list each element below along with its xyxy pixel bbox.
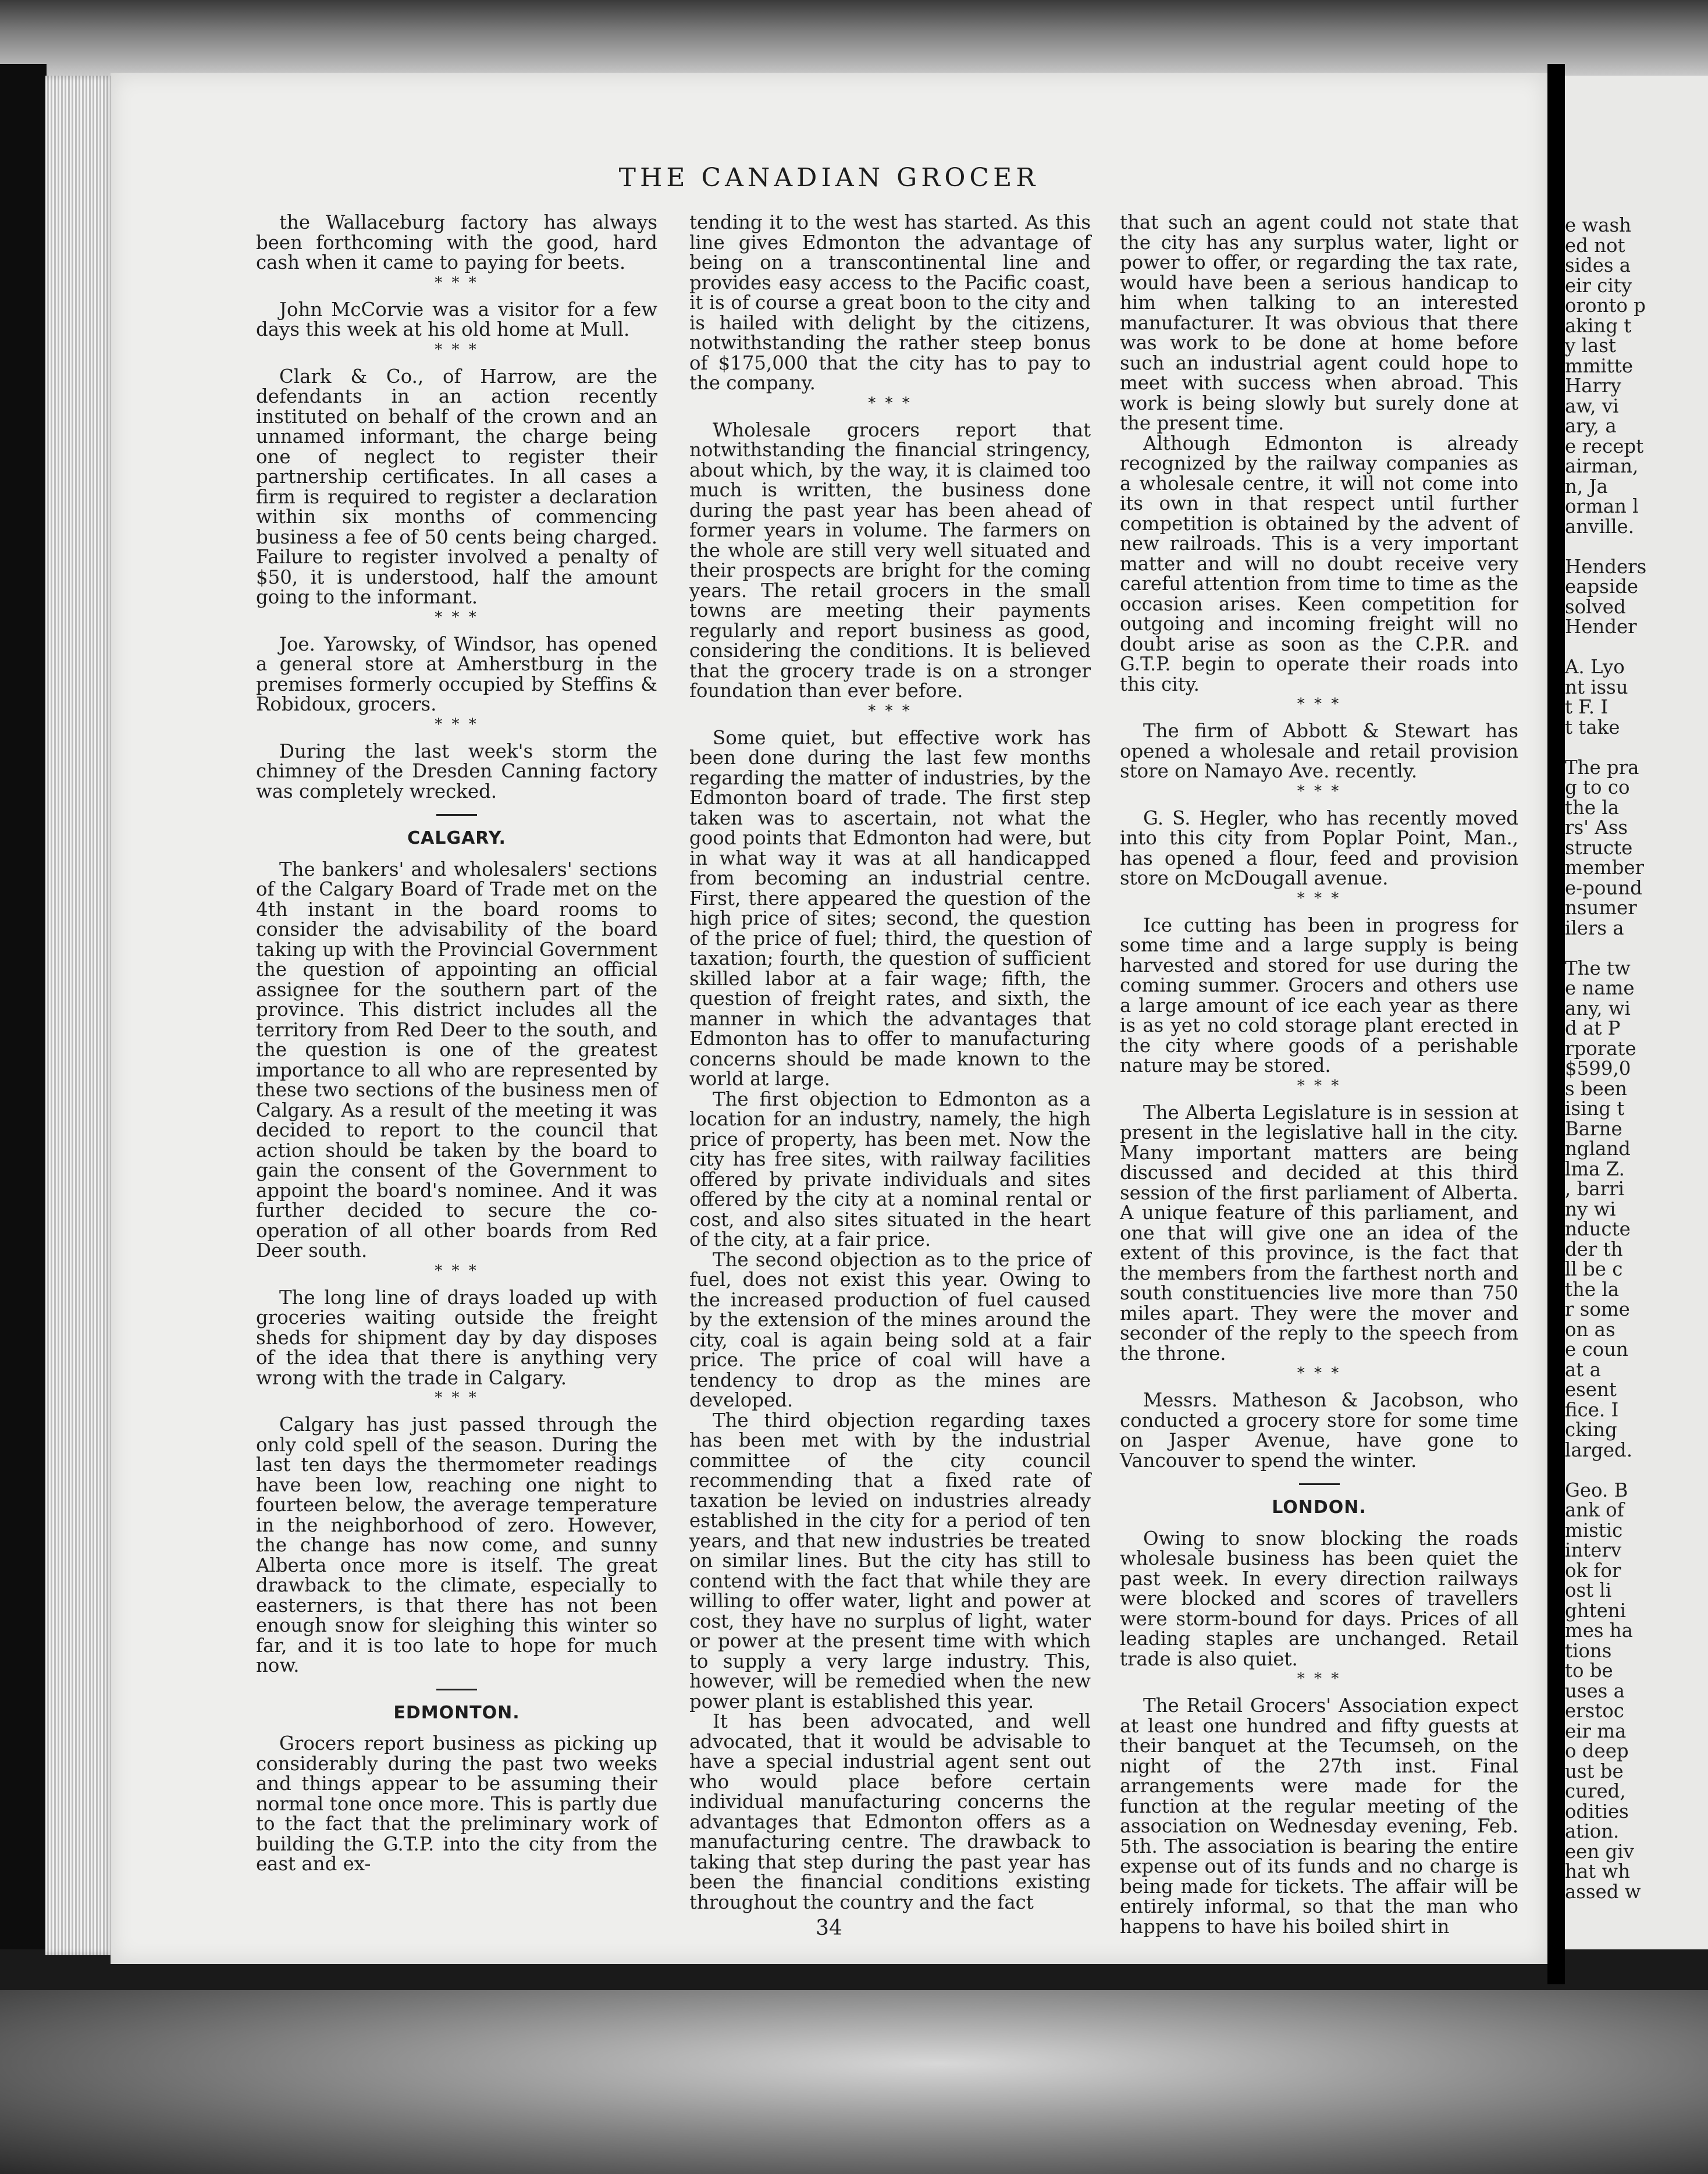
facing-page-line: r some [1565, 1298, 1630, 1320]
facing-page-line: ary, a [1565, 415, 1617, 437]
facing-page-line: t take [1565, 716, 1620, 738]
facing-page-line [1565, 1460, 1708, 1480]
news-paragraph: The bankers' and wholesalers' sections of the Calgary Board of Trade met on the 4th instant in the board rooms to consider the advisability of the board taking up with the Provincial Government the question of appointing an official assignee for the southern part of the province. This district includes all the territory from Red Deer to the south, and the question is one of the greatest importance to all who are represented by these two sections of the business men of Calgary. As a result of the meeting it was decided to report to the council that action should be taken by the board to gain the consent of the Government to appoint the board's nominee. And it was further decided to secure the co-operation of all other boards from Red Deer south. [256, 858, 657, 1262]
facing-page-line: rporate [1565, 1037, 1636, 1060]
facing-page-line: e name [1565, 977, 1635, 999]
facing-page-line: oronto p [1565, 294, 1646, 317]
newspaper-page [111, 73, 1547, 1964]
facing-page-line: odities [1565, 1800, 1629, 1823]
facing-page-line: s been [1565, 1077, 1627, 1100]
binding-edge [0, 64, 47, 1949]
facing-page-line: ation. [1565, 1820, 1620, 1842]
item-separator: * * * [868, 394, 912, 412]
facing-page-line: sides a [1565, 254, 1631, 276]
item-separator: * * * [1297, 695, 1342, 713]
facing-page-line: mistic [1565, 1519, 1623, 1541]
facing-page-line: any, wi [1565, 997, 1631, 1019]
facing-page-line [1565, 637, 1708, 658]
facing-page-line: , barri [1565, 1178, 1624, 1200]
news-paragraph: During the last week's storm the chimney of the Dresden Canning factory was completely wrecked. [256, 740, 657, 802]
facing-page-line: assed w [1565, 1880, 1641, 1903]
news-paragraph: The long line of drays loaded up with groceries waiting outside the freight sheds for shipment day by day disposes of the idea that there is anything very wrong with the trade in Calgary. [256, 1286, 657, 1389]
facing-page-line: member [1565, 857, 1644, 879]
facing-page-line: structe [1565, 836, 1633, 859]
scan-top-shadow [0, 0, 1708, 76]
item-separator: * * * [1297, 1365, 1342, 1382]
facing-page-line: ank of [1565, 1499, 1624, 1521]
news-paragraph: the Wallaceburg factory has always been forthcoming with the good, hard cash when it came to paying for beets. [256, 211, 657, 273]
section-heading: EDMONTON. [393, 1702, 520, 1723]
item-separator: * * * [1297, 782, 1342, 800]
facing-page-line: nducte [1565, 1218, 1631, 1240]
facing-page-line: eir ma [1565, 1720, 1627, 1742]
facing-page-line: aw, vi [1565, 395, 1619, 417]
facing-page-line: g to co [1565, 776, 1630, 798]
section-heading: LONDON. [1272, 1497, 1367, 1518]
facing-page-line: ghteni [1565, 1599, 1627, 1622]
facing-page-line: Henders [1565, 555, 1647, 578]
facing-page-line: orman l [1565, 495, 1639, 517]
article-column-2 [689, 212, 1091, 1912]
facing-page-line: Barne [1565, 1117, 1622, 1140]
facing-page-line: airman, [1565, 455, 1639, 477]
facing-page-line: solved [1565, 595, 1626, 618]
facing-page-line: fice. I [1565, 1398, 1619, 1421]
facing-page-line: eir city [1565, 274, 1632, 297]
facing-page-line [1565, 737, 1708, 758]
news-paragraph: The second objection as to the price of fuel, does not exist this year. Owing to the increased production of fuel caused by the extension of the mines around the city, coal is again being sold at a fair price. The price of coal will have a tendency to drop as the mines are developed. [689, 1248, 1091, 1411]
facing-page-line: cured, [1565, 1780, 1626, 1802]
facing-page-line [1565, 537, 1708, 557]
facing-page-line: ising t [1565, 1097, 1625, 1120]
facing-page-line: e coun [1565, 1338, 1628, 1360]
facing-page-line: ilers a [1565, 917, 1624, 939]
section-divider [436, 814, 477, 816]
facing-page-line: The pra [1565, 756, 1639, 779]
facing-page-line: The tw [1565, 957, 1631, 979]
news-paragraph: Some quiet, but effective work has been done during the last few months regarding the matter of industries, by the Edmonton board of trade. The first step taken was to ascertain, not what the good points that Edmonton had were, but in what way it was at all handicapped from becoming an industrial centre. First, there appeared the question of the high price of sites; second, the question of the price of fuel; third, the question of taxation; fourth, the question of sufficient skilled labor at a fair wage; fifth, the question of freight rates, and sixth, the manner in which the advantages that Edmonton has to offer to manufacturing concerns should be made known to the world at large. [689, 726, 1091, 1090]
facing-page-line: e-pound [1565, 876, 1642, 899]
facing-page-line: the la [1565, 1278, 1620, 1301]
news-paragraph: The first objection to Edmonton as a location for an industry, namely, the high price of property, has been met. Now the city has free sites, with railway facilities offered by private individuals and sites offered by the city at a nominal rental or cost, and also sites situated in the heart of the city, at a fair price. [689, 1088, 1091, 1251]
facing-page-line: d at P [1565, 1017, 1621, 1039]
article-column-1 [256, 212, 657, 1874]
news-paragraph: Grocers report business as picking up considerably during the past two weeks and things appear to be assuming their normal tone once more. This is partly due to the fact that the preliminary work of building the G.T.P. into the city from the east and ex- [256, 1732, 657, 1875]
section-divider [1299, 1483, 1340, 1485]
facing-page-line: ust be [1565, 1760, 1624, 1782]
news-paragraph: The Retail Grocers' Association expect at least one hundred and fifty guests at their banquet at the Tecumseh, on the night of the 27th inst. Final arrangements were made for the function at the regular meeting of the association on Wednesday evening, Feb. 5th. The association is bearing the entire expense out of its funds and no charge is being made for tickets. The affair will be entirely informal, so that the man who happens to have his boiled shirt in [1120, 1695, 1518, 1938]
page-stack-edge [45, 76, 115, 1955]
facing-page-line: larged. [1565, 1438, 1633, 1461]
section-divider [436, 1689, 477, 1690]
facing-page-line: ed not [1565, 234, 1625, 257]
facing-page-line: e wash [1565, 214, 1631, 236]
article-column-3 [1120, 212, 1518, 1937]
news-paragraph: Messrs. Matheson & Jacobson, who conducted a grocery store for some time on Jasper Avenue, have gone to Vancouver to spend the winter. [1120, 1389, 1518, 1472]
news-paragraph: Owing to snow blocking the roads wholesale business has been quiet the past week. In every direction railways were blocked and scores of travellers were storm-bound for days. Prices of all leading staples are unchanged. Retail trade is also quiet. [1120, 1527, 1518, 1670]
facing-page-line: at a [1565, 1358, 1601, 1381]
section-heading: CALGARY. [407, 828, 506, 848]
facing-page-line: uses a [1565, 1679, 1625, 1702]
facing-page-line: nsumer [1565, 897, 1637, 919]
facing-page-line: eapside [1565, 576, 1639, 598]
item-separator: * * * [1297, 889, 1342, 907]
facing-page-line: Geo. B [1565, 1479, 1628, 1501]
facing-page-line: aking t [1565, 314, 1632, 337]
facing-page-line: erstoc [1565, 1700, 1624, 1722]
facing-page-line: n, Ja [1565, 475, 1608, 498]
book-gutter [1547, 64, 1565, 1984]
scan-bottom-shadow [0, 1990, 1708, 2174]
news-paragraph: that such an agent could not state that the city has any surplus water, light or power to offer, or regarding the tax rate, would have been a serious handicap to him when talking to an interested manufacturer. It was obvious that there was work to be done at home before such an industrial agent could hope to meet with success when abroad. This work is being slowly but surely done at the present time. [1120, 211, 1518, 434]
facing-page-column [1565, 215, 1708, 1902]
news-paragraph: Clark & Co., of Harrow, are the defendants in an action recently instituted on behalf of the crown and an unnamed informant, the charge being one of neglect to register their partnership certificates. In all cases a firm is required to register a declaration within six months of commencing business a fee of 50 cents being charged. Failure to register involved a penalty of $50, it is understood, half the amount going to the informant. [256, 365, 657, 608]
page-header-title: THE CANADIAN GROCER [618, 163, 1040, 193]
facing-page-line: mmitte [1565, 354, 1633, 377]
facing-page-line: mes ha [1565, 1619, 1633, 1642]
facing-page-line: to be [1565, 1660, 1613, 1682]
news-paragraph: John McCorvie was a visitor for a few days this week at his old home at Mull. [256, 298, 657, 340]
facing-page-line: A. Lyo [1565, 656, 1625, 678]
item-separator: * * * [435, 1262, 479, 1280]
facing-page-line: der th [1565, 1238, 1623, 1260]
news-paragraph: Joe. Yarowsky, of Windsor, has opened a general store at Amherstburg in the premises formerly occupied by Steffins & Robidoux, grocers. [256, 633, 657, 715]
facing-page-line: een giv [1565, 1840, 1634, 1863]
news-paragraph: tending it to the west has started. As this line gives Edmonton the advantage of being on a transcontinental line and provides easy access to the Pacific coast, it is of course a great boon to the city and is hailed with delight by the citizens, notwithstanding the rather steep bonus of $175,000 that the city has to pay to the company. [689, 211, 1091, 394]
news-paragraph: The firm of Abbott & Stewart has opened a wholesale and retail provision store on Namayo Ave. recently. [1120, 720, 1518, 782]
facing-page-line: ngland [1565, 1138, 1631, 1160]
facing-page-line: t F. I [1565, 696, 1609, 718]
item-separator: * * * [435, 608, 479, 626]
facing-page-line: tions [1565, 1639, 1612, 1662]
facing-page-line: e recept [1565, 435, 1644, 457]
facing-page-line: ost li [1565, 1579, 1612, 1601]
facing-page-line: y last [1565, 335, 1616, 357]
facing-page-line: rs' Ass [1565, 816, 1628, 839]
facing-page-line: on as [1565, 1318, 1616, 1341]
facing-page-line: ok for [1565, 1559, 1621, 1582]
facing-page-line: cking [1565, 1419, 1617, 1441]
facing-page-line: ny wi [1565, 1198, 1616, 1220]
item-separator: * * * [435, 340, 479, 358]
facing-page-line [1565, 938, 1708, 958]
news-paragraph: The third objection regarding taxes has been met with by the industrial committee of the city council recommending that a fixed rate of taxation be levied on industries already established in the city for a period of ten years, and that new industries be treated on similar lines. But the city has still to contend with the fact that while they are willing to offer water, light and power at cost, they have no surplus of light, water or power at the present time with which to supply a very large industry. This, however, will be remedied when the new power plant is established this year. [689, 1409, 1091, 1713]
facing-page-line: nt issu [1565, 676, 1628, 698]
facing-page-line: $599,0 [1565, 1057, 1631, 1079]
facing-page-line: Hender [1565, 616, 1637, 638]
item-separator: * * * [868, 702, 912, 720]
item-separator: * * * [435, 1389, 479, 1406]
news-paragraph: Ice cutting has been in progress for some time and a large supply is being harvested and stored for use during the coming summer. Grocers and others use a large amount of ice each year as there is as yet no cold storage plant erected in the city where goods of a perishable nature may be stored. [1120, 914, 1518, 1077]
news-paragraph: Wholesale grocers report that notwithstanding the financial stringency, about which, by the way, it is claimed too much is written, the business done during the past year has been ahead of former years in volume. The farmers on the whole are still very well situated and their prospects are bright for the coming years. The retail grocers in the small towns are meeting their payments regularly and report business as good, considering the conditions. It is believed that the grocery trade is on a stronger foundation than ever before. [689, 418, 1091, 702]
facing-page-line: lma Z. [1565, 1157, 1625, 1180]
facing-page-line: Harry [1565, 375, 1621, 397]
facing-page-line: o deep [1565, 1740, 1629, 1762]
facing-page-fragment [1565, 76, 1708, 1949]
item-separator: * * * [435, 715, 479, 733]
facing-page-line: anville. [1565, 515, 1635, 538]
facing-page-line: interv [1565, 1539, 1622, 1561]
facing-page-line: hat wh [1565, 1860, 1631, 1882]
facing-page-line: esent [1565, 1379, 1617, 1401]
item-separator: * * * [435, 273, 479, 292]
item-separator: * * * [1297, 1077, 1342, 1095]
item-separator: * * * [1297, 1670, 1342, 1688]
news-paragraph: Although Edmonton is already recognized by the railway companies as a wholesale centre, it will not come into its own in that respect until further competition is obtained by the advent of new railroads. This is a very important matter and will no doubt receive very careful attention from time to time as the occasion arises. Keen competition for outgoing and incoming freight will no doubt arise as soon as the C.P.R. and G.T.P. begin to operate their roads into this city. [1120, 432, 1518, 695]
news-paragraph: The Alberta Legislature is in session at present in the legislative hall in the city. Many important matters are being discussed and decided at this third session of the first parliament of Alberta. A unique feature of this parliament, and one that will give one an idea of the extent of this province, is the fact that the members from the farthest north and south constituencies live more than 750 miles apart. They were the mover and seconder of the reply to the speech from the throne. [1120, 1101, 1518, 1365]
facing-page-line: the la [1565, 796, 1620, 819]
news-paragraph: G. S. Hegler, who has recently moved into this city from Poplar Point, Man., has opened a flour, feed and provision store on McDougall avenue. [1120, 807, 1518, 889]
news-paragraph: It has been advocated, and well advocated, that it would be advisable to have a special industrial agent sent out who would place before certain individual manufacturing concerns the advantages that Edmonton offers as a manufacturing centre. The drawback to taking that step during the past year has been the financial conditions existing throughout the country and the fact [689, 1710, 1091, 1913]
page-number: 34 [816, 1916, 842, 1940]
facing-page-line: ll be c [1565, 1258, 1623, 1280]
news-paragraph: Calgary has just passed through the only cold spell of the season. During the last ten days the thermometer readings have been low, reaching one night to fourteen below, the average temperature in the neighborhood of zero. However, the change has now come, and sunny Alberta once more is itself. The great drawback to the climate, especially to easterners, is that there has not been enough snow for sleighing this winter so far, and it is too late to hope for much now. [256, 1413, 657, 1676]
